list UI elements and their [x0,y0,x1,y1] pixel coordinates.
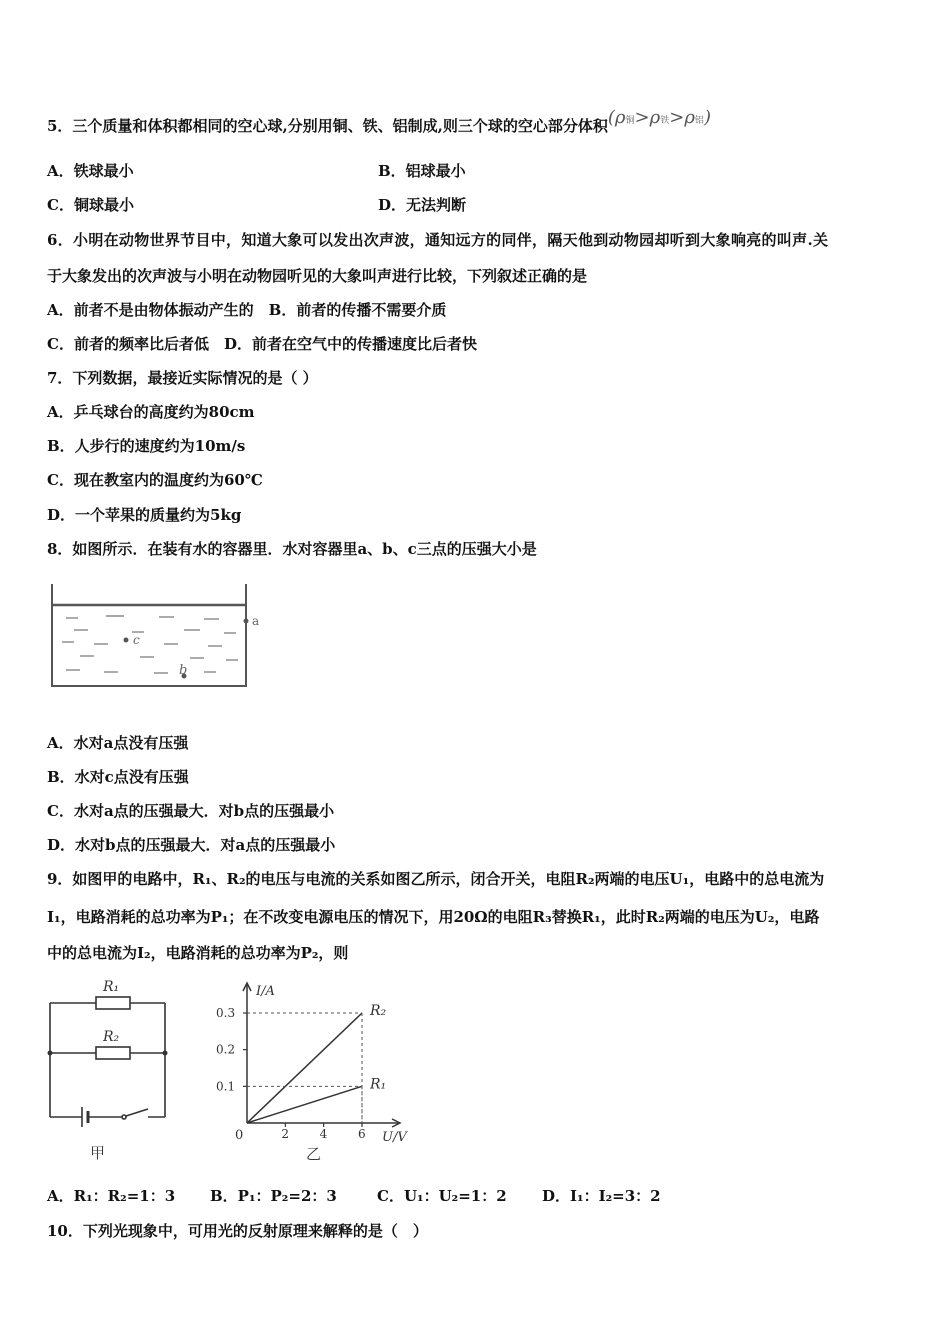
iu-graph [210,975,420,1165]
series-label-r1: R₁ [370,1076,387,1093]
water-container-figure [44,578,274,693]
x-tick-label: 2 [281,1127,289,1141]
series-label-r2: R₂ [370,1003,387,1019]
q5-stem-text: 5．三个质量和体积都相同的空心球,分别用铜、铁、铝制成,则三个球的空心部分体积 [47,117,608,135]
formula-paren-open: ( [607,107,615,128]
q9-option-d: D．I₁：I₂=3：2 [542,1187,661,1205]
circuit-r1-label: R₁ [103,979,120,995]
graph-xlabel: U/V [382,1130,407,1145]
q9-line-3: 中的总电流为I₂，电路消耗的总功率为P₂，则 [47,944,349,962]
y-tick-label: 0.2 [216,1042,236,1057]
circuit-diagram [44,975,179,1165]
q9-option-c: C．U₁：U₂=1：2 [377,1187,507,1205]
gt-2: > [669,107,685,128]
q5-option-d: D．无法判断 [378,196,467,214]
series-line-r2 [247,1013,362,1123]
graph-origin: 0 [235,1128,244,1143]
y-tick-label: 0.1 [216,1079,236,1094]
circuit-caption: 甲 [90,1144,106,1162]
q8-option-d: D．水对b点的压强最大．对a点的压强最小 [47,836,336,854]
q9-line-1: 9．如图甲的电路中，R₁、R₂的电压与电流的关系如图乙所示，闭合开关，电阻R₂两端的电压U₁，电路中的总电流为 [47,870,825,888]
gt-1: > [634,107,650,128]
rho-al: ρ [684,107,695,128]
formula-paren-close: ) [703,107,711,128]
q9-line-2: I₁，电路消耗的总功率为P₁；在不改变电源电压的情况下，用20Ω的电阻R₃替换R₁，此时R₂两端的电压为U₂，电路 [47,908,820,926]
point-b-label: b [179,663,188,678]
q5-option-a: A．铁球最小 [47,162,134,180]
sub-cu: 铜 [625,116,635,126]
rho-cu: ρ [614,107,626,128]
x-tick-label: 6 [358,1127,366,1141]
q7-option-d: D．一个苹果的质量约为5kg [47,506,242,524]
series-line-r1 [247,1086,362,1123]
q10-stem: 10．下列光现象中，可用光的反射原理来解释的是（ ） [47,1222,428,1240]
graph-ticks [216,1006,366,1141]
q6-line-1: 6．小明在动物世界节目中，知道大象可以发出次声波，通知远方的同伴，隔天他到动物园却听到大象响亮的叫声.关 [47,231,829,249]
q5-stem [47,107,711,139]
q5-option-b: B．铝球最小 [378,162,466,180]
q8-stem: 8．如图所示．在装有水的容器里．水对容器里a、b、c三点的压强大小是 [47,540,537,558]
q5-option-c: C．铜球最小 [47,196,134,214]
graph-series [247,1003,387,1123]
q7-option-b: B．人步行的速度约为10m/s [47,437,246,455]
point-a-label: a [252,614,260,628]
q7-stem: 7．下列数据，最接近实际情况的是（ ） [47,369,318,387]
q6-options-cd: C．前者的频率比后者低 D．前者在空气中的传播速度比后者快 [47,335,477,353]
q8-option-c: C．水对a点的压强最大．对b点的压强最小 [47,802,335,820]
q7-option-c: C．现在教室内的温度约为60℃ [47,471,263,489]
rho-fe: ρ [649,107,661,128]
q6-line-2: 于大象发出的次声波与小明在动物园听见的大象叫声进行比较，下列叙述正确的是 [47,267,588,285]
point-c-label: c [133,633,140,647]
q6-options-ab: A．前者不是由物体振动产生的 B．前者的传播不需要介质 [47,301,447,319]
q8-option-b: B．水对c点没有压强 [47,768,189,786]
sub-al: 铝 [694,116,704,126]
q5-density-formula [608,107,711,128]
sub-fe: 铁 [660,116,670,126]
q7-option-a: A．乒乓球台的高度约为80cm [47,403,255,421]
q8-option-a: A．水对a点没有压强 [47,734,189,752]
q9-option-b: B．P₁：P₂=2：3 [210,1187,337,1205]
graph-ylabel: I/A [256,984,275,999]
q9-option-a: A．R₁：R₂=1：3 [47,1187,176,1205]
x-tick-label: 4 [319,1127,328,1141]
graph-caption: 乙 [306,1145,322,1163]
circuit-r2-label: R₂ [103,1029,120,1045]
y-tick-label: 0.3 [216,1006,236,1020]
